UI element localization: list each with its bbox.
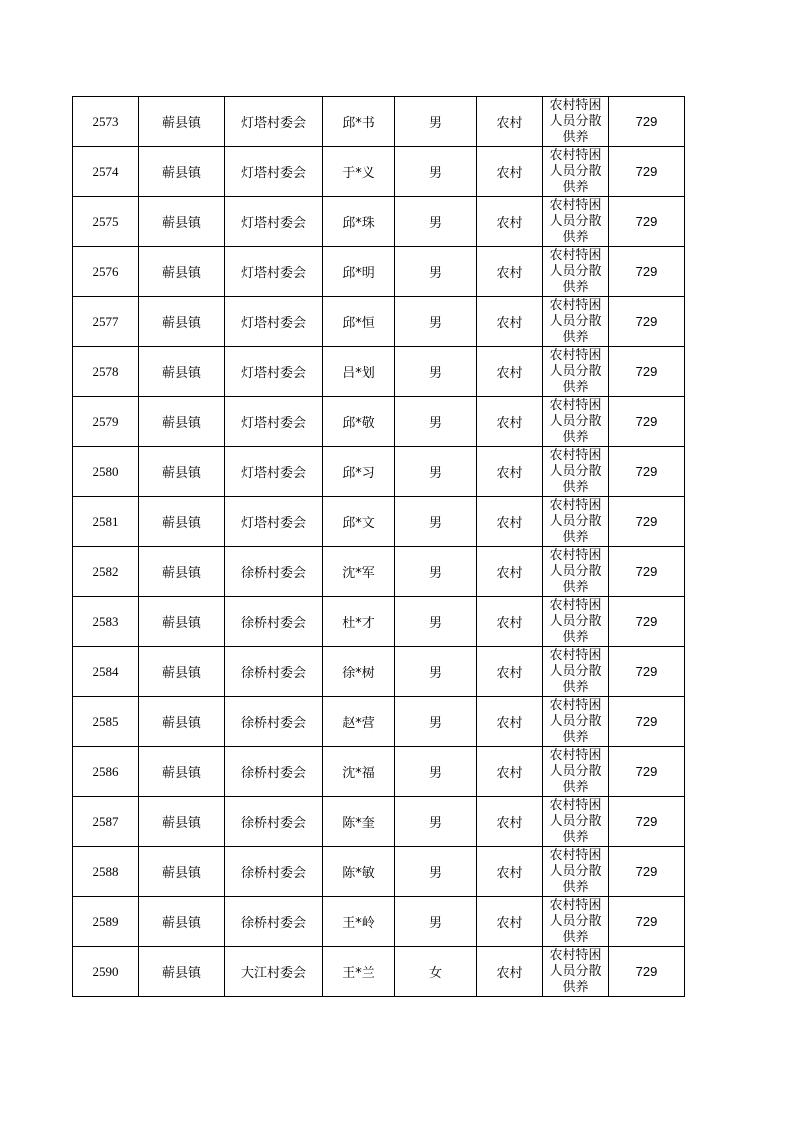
cell-town: 蕲县镇 [139,697,225,747]
cell-serial-number: 2574 [73,147,139,197]
cell-serial-number: 2589 [73,897,139,947]
cell-support-category [543,797,609,847]
support-category-text: 农村特困人员分散供养 [549,398,602,445]
support-category-text: 农村特困人员分散供养 [549,848,602,895]
cell-serial-number: 2575 [73,197,139,247]
cell-village-committee: 徐桥村委会 [225,547,323,597]
table-row [73,97,685,147]
cell-person-name: 邱*书 [323,97,395,147]
table-body [73,97,685,997]
cell-serial-number: 2586 [73,747,139,797]
cell-village-committee: 大江村委会 [225,947,323,997]
cell-area-type: 农村 [477,447,543,497]
relief-roster-table [72,96,685,997]
cell-person-name: 邱*敬 [323,397,395,447]
cell-gender: 男 [395,547,477,597]
cell-area-type: 农村 [477,147,543,197]
cell-serial-number: 2576 [73,247,139,297]
cell-serial-number: 2588 [73,847,139,897]
cell-gender: 男 [395,397,477,447]
cell-amount: 729 [609,97,685,147]
cell-amount: 729 [609,347,685,397]
cell-amount: 729 [609,497,685,547]
cell-amount: 729 [609,147,685,197]
support-category-text: 农村特困人员分散供养 [549,698,602,745]
cell-person-name: 邱*珠 [323,197,395,247]
cell-amount: 729 [609,597,685,647]
cell-serial-number: 2579 [73,397,139,447]
cell-village-committee: 徐桥村委会 [225,897,323,947]
cell-village-committee: 灯塔村委会 [225,497,323,547]
cell-village-committee: 徐桥村委会 [225,697,323,747]
cell-serial-number: 2581 [73,497,139,547]
table-row [73,597,685,647]
support-category-text: 农村特困人员分散供养 [549,148,602,195]
cell-amount: 729 [609,797,685,847]
cell-village-committee: 灯塔村委会 [225,197,323,247]
cell-area-type: 农村 [477,497,543,547]
cell-village-committee: 徐桥村委会 [225,597,323,647]
cell-amount: 729 [609,297,685,347]
cell-town: 蕲县镇 [139,797,225,847]
support-category-text: 农村特困人员分散供养 [549,548,602,595]
cell-person-name: 吕*划 [323,347,395,397]
cell-village-committee: 灯塔村委会 [225,97,323,147]
cell-village-committee: 灯塔村委会 [225,147,323,197]
cell-serial-number: 2582 [73,547,139,597]
cell-support-category [543,247,609,297]
cell-area-type: 农村 [477,697,543,747]
cell-gender: 男 [395,897,477,947]
cell-village-committee: 灯塔村委会 [225,247,323,297]
cell-area-type: 农村 [477,97,543,147]
cell-amount: 729 [609,247,685,297]
cell-support-category [543,747,609,797]
cell-person-name: 邱*恒 [323,297,395,347]
cell-area-type: 农村 [477,397,543,447]
cell-town: 蕲县镇 [139,347,225,397]
cell-area-type: 农村 [477,947,543,997]
cell-area-type: 农村 [477,547,543,597]
cell-town: 蕲县镇 [139,597,225,647]
cell-town: 蕲县镇 [139,447,225,497]
table-row [73,147,685,197]
cell-town: 蕲县镇 [139,647,225,697]
cell-support-category [543,347,609,397]
table-row [73,947,685,997]
support-category-text: 农村特困人员分散供养 [549,198,602,245]
cell-amount: 729 [609,547,685,597]
cell-serial-number: 2577 [73,297,139,347]
cell-gender: 男 [395,97,477,147]
table-row [73,697,685,747]
support-category-text: 农村特困人员分散供养 [549,448,602,495]
cell-gender: 男 [395,247,477,297]
cell-town: 蕲县镇 [139,747,225,797]
support-category-text: 农村特困人员分散供养 [549,98,602,145]
table-row [73,747,685,797]
cell-support-category [543,97,609,147]
cell-gender: 男 [395,447,477,497]
cell-gender: 男 [395,347,477,397]
cell-area-type: 农村 [477,297,543,347]
support-category-text: 农村特困人员分散供养 [549,598,602,645]
cell-amount: 729 [609,947,685,997]
cell-person-name: 邱*习 [323,447,395,497]
table-row [73,397,685,447]
cell-support-category [543,197,609,247]
cell-person-name: 陈*敏 [323,847,395,897]
cell-town: 蕲县镇 [139,197,225,247]
cell-amount: 729 [609,897,685,947]
table-row [73,847,685,897]
cell-town: 蕲县镇 [139,397,225,447]
support-category-text: 农村特困人员分散供养 [549,898,602,945]
cell-village-committee: 灯塔村委会 [225,297,323,347]
cell-person-name: 王*兰 [323,947,395,997]
cell-person-name: 陈*奎 [323,797,395,847]
cell-person-name: 王*岭 [323,897,395,947]
cell-person-name: 邱*明 [323,247,395,297]
cell-gender: 男 [395,297,477,347]
cell-village-committee: 徐桥村委会 [225,847,323,897]
support-category-text: 农村特困人员分散供养 [549,348,602,395]
cell-support-category [543,847,609,897]
support-category-text: 农村特困人员分散供养 [549,498,602,545]
cell-gender: 男 [395,497,477,547]
cell-area-type: 农村 [477,747,543,797]
table-row [73,247,685,297]
support-category-text: 农村特困人员分散供养 [549,748,602,795]
table-row [73,347,685,397]
cell-serial-number: 2587 [73,797,139,847]
cell-serial-number: 2584 [73,647,139,697]
cell-village-committee: 徐桥村委会 [225,797,323,847]
cell-gender: 男 [395,147,477,197]
table-row [73,297,685,347]
cell-gender: 男 [395,597,477,647]
cell-amount: 729 [609,847,685,897]
cell-serial-number: 2590 [73,947,139,997]
cell-town: 蕲县镇 [139,947,225,997]
cell-gender: 男 [395,847,477,897]
cell-support-category [543,647,609,697]
cell-support-category [543,697,609,747]
table-row [73,797,685,847]
cell-amount: 729 [609,647,685,697]
cell-person-name: 沈*军 [323,547,395,597]
cell-area-type: 农村 [477,347,543,397]
table-row [73,647,685,697]
cell-support-category [543,147,609,197]
cell-support-category [543,497,609,547]
table-row [73,447,685,497]
cell-area-type: 农村 [477,197,543,247]
cell-support-category [543,297,609,347]
cell-serial-number: 2578 [73,347,139,397]
cell-area-type: 农村 [477,847,543,897]
cell-support-category [543,447,609,497]
cell-person-name: 沈*福 [323,747,395,797]
cell-amount: 729 [609,447,685,497]
cell-area-type: 农村 [477,797,543,847]
cell-town: 蕲县镇 [139,897,225,947]
cell-area-type: 农村 [477,897,543,947]
cell-gender: 男 [395,197,477,247]
support-category-text: 农村特困人员分散供养 [549,298,602,345]
cell-gender: 男 [395,697,477,747]
cell-amount: 729 [609,697,685,747]
cell-serial-number: 2580 [73,447,139,497]
cell-amount: 729 [609,747,685,797]
support-category-text: 农村特困人员分散供养 [549,248,602,295]
cell-town: 蕲县镇 [139,297,225,347]
cell-area-type: 农村 [477,597,543,647]
cell-support-category [543,947,609,997]
cell-town: 蕲县镇 [139,497,225,547]
cell-gender: 男 [395,647,477,697]
cell-village-committee: 灯塔村委会 [225,347,323,397]
cell-support-category [543,597,609,647]
cell-person-name: 赵*营 [323,697,395,747]
cell-amount: 729 [609,397,685,447]
cell-person-name: 邱*文 [323,497,395,547]
cell-gender: 男 [395,747,477,797]
cell-person-name: 杜*才 [323,597,395,647]
support-category-text: 农村特困人员分散供养 [549,648,602,695]
cell-town: 蕲县镇 [139,547,225,597]
table-row [73,897,685,947]
cell-village-committee: 徐桥村委会 [225,747,323,797]
cell-area-type: 农村 [477,247,543,297]
cell-support-category [543,397,609,447]
cell-person-name: 徐*树 [323,647,395,697]
table-row [73,547,685,597]
cell-support-category [543,897,609,947]
cell-serial-number: 2583 [73,597,139,647]
cell-support-category [543,547,609,597]
cell-village-committee: 灯塔村委会 [225,447,323,497]
table-row [73,497,685,547]
cell-amount: 729 [609,197,685,247]
support-category-text: 农村特困人员分散供养 [549,948,602,995]
cell-village-committee: 灯塔村委会 [225,397,323,447]
cell-town: 蕲县镇 [139,147,225,197]
cell-person-name: 于*义 [323,147,395,197]
cell-town: 蕲县镇 [139,247,225,297]
cell-gender: 男 [395,797,477,847]
support-category-text: 农村特困人员分散供养 [549,798,602,845]
cell-town: 蕲县镇 [139,97,225,147]
cell-gender: 女 [395,947,477,997]
cell-village-committee: 徐桥村委会 [225,647,323,697]
table-row [73,197,685,247]
cell-town: 蕲县镇 [139,847,225,897]
cell-serial-number: 2573 [73,97,139,147]
cell-area-type: 农村 [477,647,543,697]
cell-serial-number: 2585 [73,697,139,747]
